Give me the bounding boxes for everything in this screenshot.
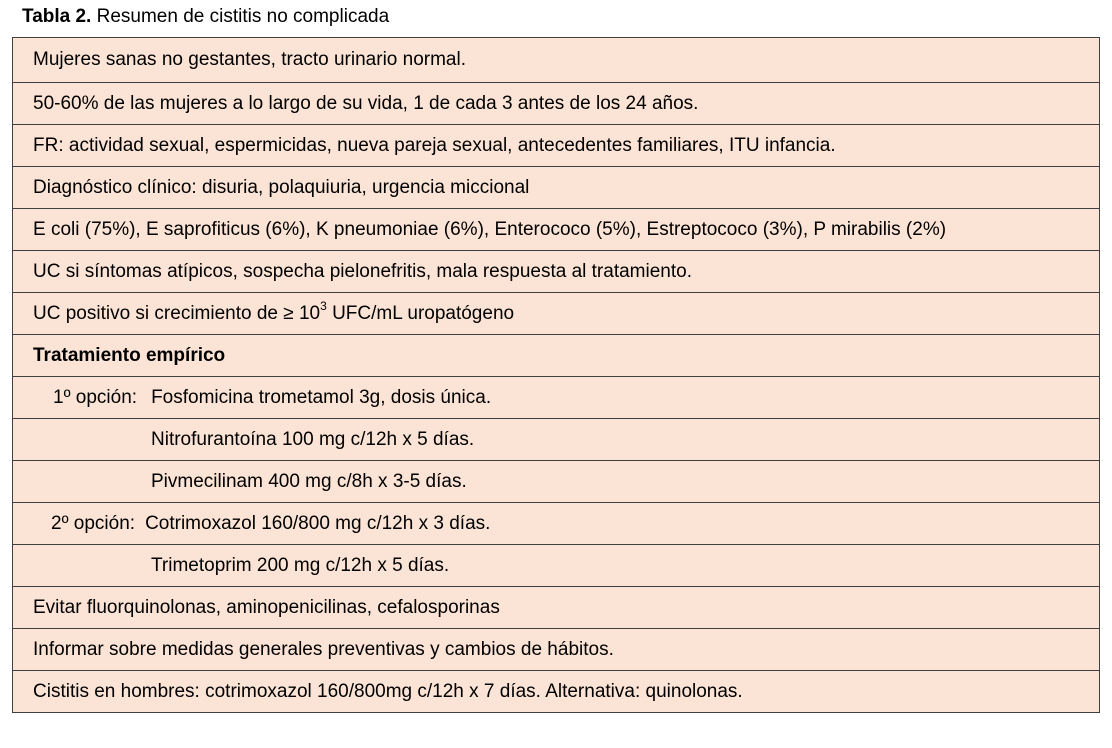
caption-label: Tabla 2. bbox=[22, 6, 92, 27]
row-population: Mujeres sanas no gestantes, tracto urinario normal. bbox=[13, 38, 1100, 83]
table-row bbox=[13, 125, 1100, 167]
table-row bbox=[13, 503, 1100, 545]
table-row bbox=[13, 167, 1100, 209]
row-avoid: Evitar fluorquinolonas, aminopenicilinas, cefalosporinas bbox=[13, 587, 1100, 629]
trimethoprim-text: Trimetoprim 200 mg c/12h x 5 días. bbox=[151, 554, 450, 576]
row-second-option bbox=[13, 503, 1100, 545]
row-second-option-alt-1 bbox=[13, 545, 1100, 587]
table-row bbox=[13, 377, 1100, 419]
row-diagnosis: Diagnóstico clínico: disuria, polaquiuria, urgencia miccional bbox=[13, 167, 1100, 209]
row-first-option-alt-2 bbox=[13, 461, 1100, 503]
row-urine-culture-positive bbox=[13, 293, 1100, 335]
pivmecillinam-text: Pivmecilinam 400 mg c/8h x 3-5 días. bbox=[151, 470, 467, 492]
row-first-option-alt-1 bbox=[13, 419, 1100, 461]
first-option-text: Fosfomicina trometamol 3g, dosis única. bbox=[151, 386, 492, 408]
table-row bbox=[13, 587, 1100, 629]
row-etiology: E coli (75%), E saprofiticus (6%), K pneumoniae (6%), Enterococo (5%), Estreptococo (3%), P mirabilis (2%) bbox=[13, 209, 1100, 251]
table-row bbox=[13, 83, 1100, 125]
table-row bbox=[13, 209, 1100, 251]
table-row bbox=[13, 251, 1100, 293]
culture-text-after: UFC/mL uropatógeno bbox=[326, 302, 515, 324]
second-option-label: 2º opción: bbox=[51, 512, 136, 534]
culture-text-before: UC positivo si crecimiento de ≥ 10 bbox=[33, 302, 321, 324]
caption-text: Resumen de cistitis no complicada bbox=[91, 6, 390, 27]
row-urine-culture-indication: UC si síntomas atípicos, sospecha pielonefritis, mala respuesta al tratamiento. bbox=[13, 251, 1100, 293]
row-risk-factors: FR: actividad sexual, espermicidas, nueva pareja sexual, antecedentes familiares, ITU infancia. bbox=[13, 125, 1100, 167]
culture-exponent: 3 bbox=[320, 298, 327, 313]
table-caption bbox=[22, 6, 389, 28]
table-row bbox=[13, 38, 1100, 83]
table-row bbox=[13, 671, 1100, 713]
table-row bbox=[13, 629, 1100, 671]
second-option-text: Cotrimoxazol 160/800 mg c/12h x 3 días. bbox=[145, 512, 491, 534]
table-row bbox=[13, 419, 1100, 461]
table-row bbox=[13, 293, 1100, 335]
row-inform: Informar sobre medidas generales preventivas y cambios de hábitos. bbox=[13, 629, 1100, 671]
table-row bbox=[13, 335, 1100, 377]
table-row bbox=[13, 461, 1100, 503]
summary-table bbox=[12, 37, 1100, 713]
row-empiric-treatment-heading: Tratamiento empírico bbox=[13, 335, 1100, 377]
first-option-label: 1º opción: bbox=[53, 386, 138, 408]
nitrofurantoin-text: Nitrofurantoína 100 mg c/12h x 5 días. bbox=[151, 428, 475, 450]
row-men: Cistitis en hombres: cotrimoxazol 160/800mg c/12h x 7 días. Alternativa: quinolonas. bbox=[13, 671, 1100, 713]
table-row bbox=[13, 545, 1100, 587]
row-prevalence: 50-60% de las mujeres a lo largo de su vida, 1 de cada 3 antes de los 24 años. bbox=[13, 83, 1100, 125]
row-first-option bbox=[13, 377, 1100, 419]
